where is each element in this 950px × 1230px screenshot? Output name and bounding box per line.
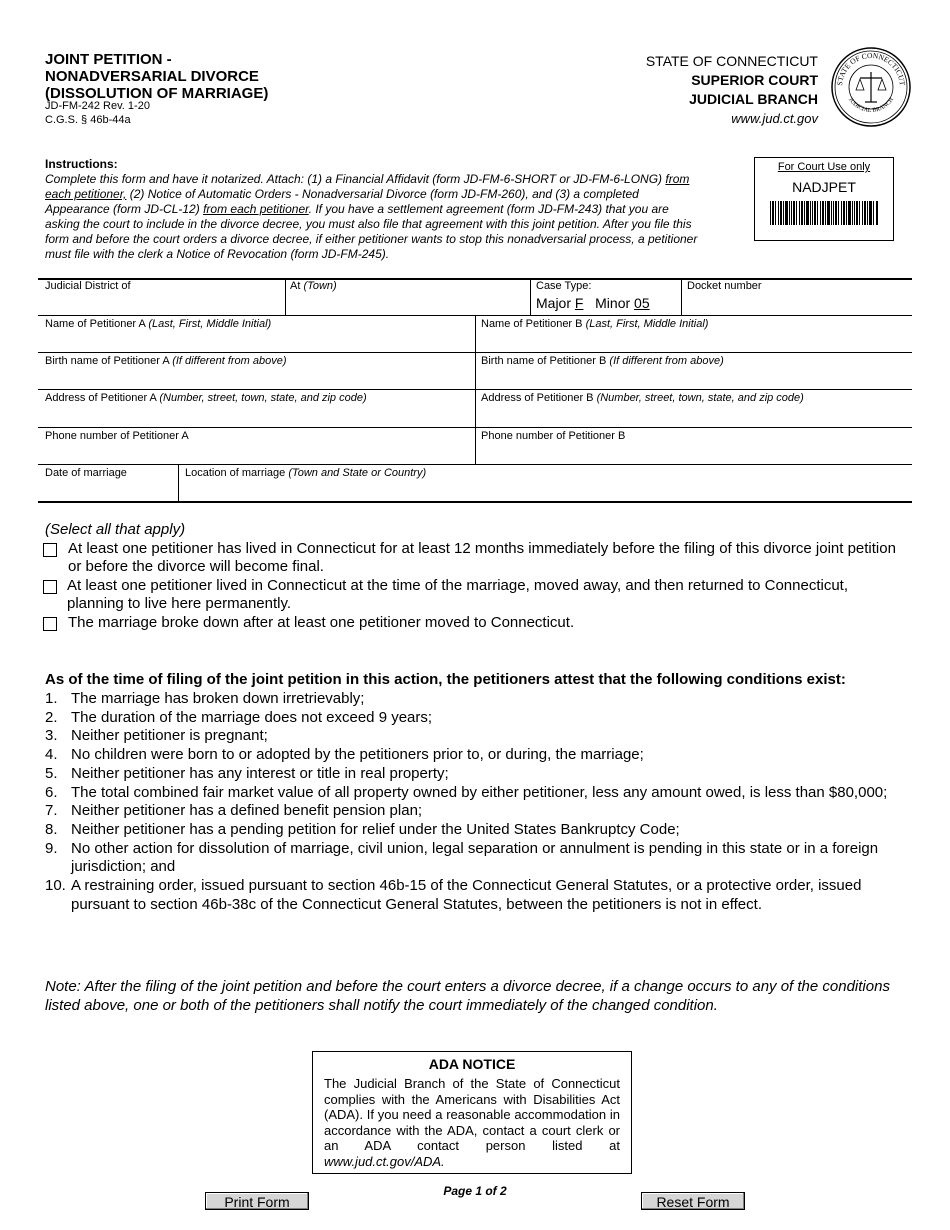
residency-checkbox-3[interactable]: [43, 617, 57, 631]
case-type-label: Case Type:: [536, 280, 592, 292]
name-petitioner-b-field[interactable]: Name of Petitioner B (Last, First, Middle Initial): [481, 318, 709, 330]
list-item: 9. No other action for dissolution of marriage, civil union, legal separation or annulment is pending in this state or in a foreign jurisdiction; and: [45, 839, 879, 876]
list-item: 10. A restraining order, issued pursuant to section 46b-15 of the Connecticut General Statutes, or a protective order, issued pursuant to section 46b-38c of the Connecticut General Statutes, between the petitioners is not in effect.: [45, 877, 862, 913]
residency-checkbox-2[interactable]: [43, 580, 57, 594]
svg-text:STATE OF CONNECTICUT: STATE OF CONNECTICUT: [835, 50, 908, 86]
page-number: Page 1 of 2: [443, 1184, 507, 1198]
town-field[interactable]: At (Town): [290, 280, 337, 292]
instructions-heading: Instructions:: [45, 157, 118, 171]
address-a-field[interactable]: Address of Petitioner A (Number, street, town, state, and zip code): [45, 392, 367, 404]
court-name: SUPERIOR COURT: [691, 72, 818, 88]
list-item: 2. The duration of the marriage does not exceed 9 years;: [45, 708, 433, 726]
state-seal-icon: [830, 46, 912, 128]
list-item: 4. No children were born to or adopted by the petitioners prior to, or during, the marriage;: [45, 746, 644, 764]
residency-option-3-label: The marriage broke down after at least one petitioner moved to Connecticut.: [68, 614, 575, 631]
form-number-block: [45, 99, 150, 127]
court-use-label: For Court Use only: [777, 161, 871, 173]
residency-option-2-label: At least one petitioner lived in Connecticut at the time of the marriage, moved away, and then returned to Connecticut, planning to live here permanently.: [67, 577, 848, 612]
court-use-code: NADJPET: [792, 179, 856, 195]
attestation-heading: As of the time of filing of the joint petition in this action, the petitioners attest that the following conditions exist:: [45, 671, 846, 688]
birth-name-a-field[interactable]: Birth name of Petitioner A (If different from above): [45, 355, 287, 367]
reset-form-button[interactable]: Reset Form: [641, 1192, 745, 1210]
list-item: 1. The marriage has broken down irretrievably;: [45, 690, 365, 707]
court-use-box: [754, 157, 894, 241]
name-petitioner-a-field[interactable]: Name of Petitioner A (Last, First, Middle Initial): [45, 318, 272, 330]
select-all-heading: (Select all that apply): [45, 521, 186, 538]
date-of-marriage-field[interactable]: Date of marriage: [45, 467, 127, 479]
branch-name: JUDICIAL BRANCH: [689, 91, 818, 107]
ada-link: www.jud.ct.gov/ADA.: [324, 1153, 445, 1169]
residency-checkbox-1[interactable]: [43, 543, 57, 557]
ada-title: ADA NOTICE: [428, 1056, 516, 1072]
address-b-field[interactable]: Address of Petitioner B (Number, street, town, state, and zip code): [481, 392, 804, 404]
ada-body: The Judicial Branch of the State of Connecticut complies with the Americans with Disabilities Act (ADA). If you need a reasonable accommodation in accordance with the ADA, contact a court clerk or an ADA contact person listed at www.jud.ct.gov/ADA.: [324, 1076, 620, 1169]
list-item: 3. Neither petitioner is pregnant;: [45, 727, 268, 745]
website: www.jud.ct.gov: [731, 111, 818, 126]
docket-number-field[interactable]: Docket number: [687, 280, 762, 292]
title-line-1: JOINT PETITION -: [45, 51, 172, 68]
judicial-district-field[interactable]: Judicial District of: [45, 280, 131, 292]
phone-b-field[interactable]: Phone number of Petitioner B: [481, 430, 626, 442]
title-line-2: NONADVERSARIAL DIVORCE: [45, 68, 259, 85]
location-of-marriage-field[interactable]: Location of marriage (Town and State or Country): [185, 467, 427, 479]
form-number: JD-FM-242 Rev. 1-20: [45, 100, 150, 112]
list-item: 8. Neither petitioner has a pending petition for relief under the United States Bankruptcy Code;: [45, 820, 680, 838]
birth-name-b-field[interactable]: Birth name of Petitioner B (If different from above): [481, 355, 724, 367]
phone-a-field[interactable]: Phone number of Petitioner A: [45, 430, 189, 442]
svg-text:JUDICIAL BRANCH: JUDICIAL BRANCH: [846, 96, 896, 114]
statute: C.G.S. § 46b-44a: [45, 114, 131, 126]
ada-notice: [312, 1051, 632, 1174]
instructions: [45, 157, 700, 262]
title-line-3: (DISSOLUTION OF MARRIAGE): [45, 85, 269, 102]
list-item: 6. The total combined fair market value of all property owned by either petitioner, less any amount owed, is less than $80,000;: [45, 783, 888, 801]
list-item: 5. Neither petitioner has any interest or title in real property;: [45, 764, 449, 782]
change-note: Note: After the filing of the joint petition and before the court enters a divorce decree, if a change occurs to any of the conditions listed above, one or both of the petitioners shall notify the court immediately of the changed condition.: [45, 978, 890, 1014]
conditions-list: [45, 690, 915, 914]
instructions-body: Complete this form and have it notarized. Attach: (1) a Financial Affidavit (form JD-FM-6-SHORT or JD-FM-6-LONG) from each petitioner, (2) Notice of Automatic Orders - Nonadversarial Divorce (form JD-FM-260), and (3) a completed Appearance (form JD-CL-12) from each petitioner. If you have a settlement agreement (form JD-FM-243) that you are asking the court to include in the divorce decree, you must also file that agreement with this joint petition. After you file this form and before the court orders a divorce decree, if either petitioner wants to stop this nonadversarial process, a petitioner must file with the clerk a Notice of Revocation (form JD-FM-245).: [45, 172, 698, 261]
state-name: STATE OF CONNECTICUT: [645, 53, 818, 69]
court-heading: [646, 52, 818, 128]
petition-fields-grid: [38, 278, 912, 503]
form-title: [45, 51, 268, 102]
list-item: 7. Neither petitioner has a defined benefit pension plan;: [45, 802, 423, 820]
print-form-button[interactable]: Print Form: [205, 1192, 309, 1210]
residency-option-1-label: At least one petitioner has lived in Connecticut for at least 12 months immediately before the filing of this divorce joint petition or before the divorce will become final.: [68, 540, 896, 575]
case-type-values: Major F Minor 05: [536, 295, 650, 311]
barcode-icon: [770, 201, 878, 225]
